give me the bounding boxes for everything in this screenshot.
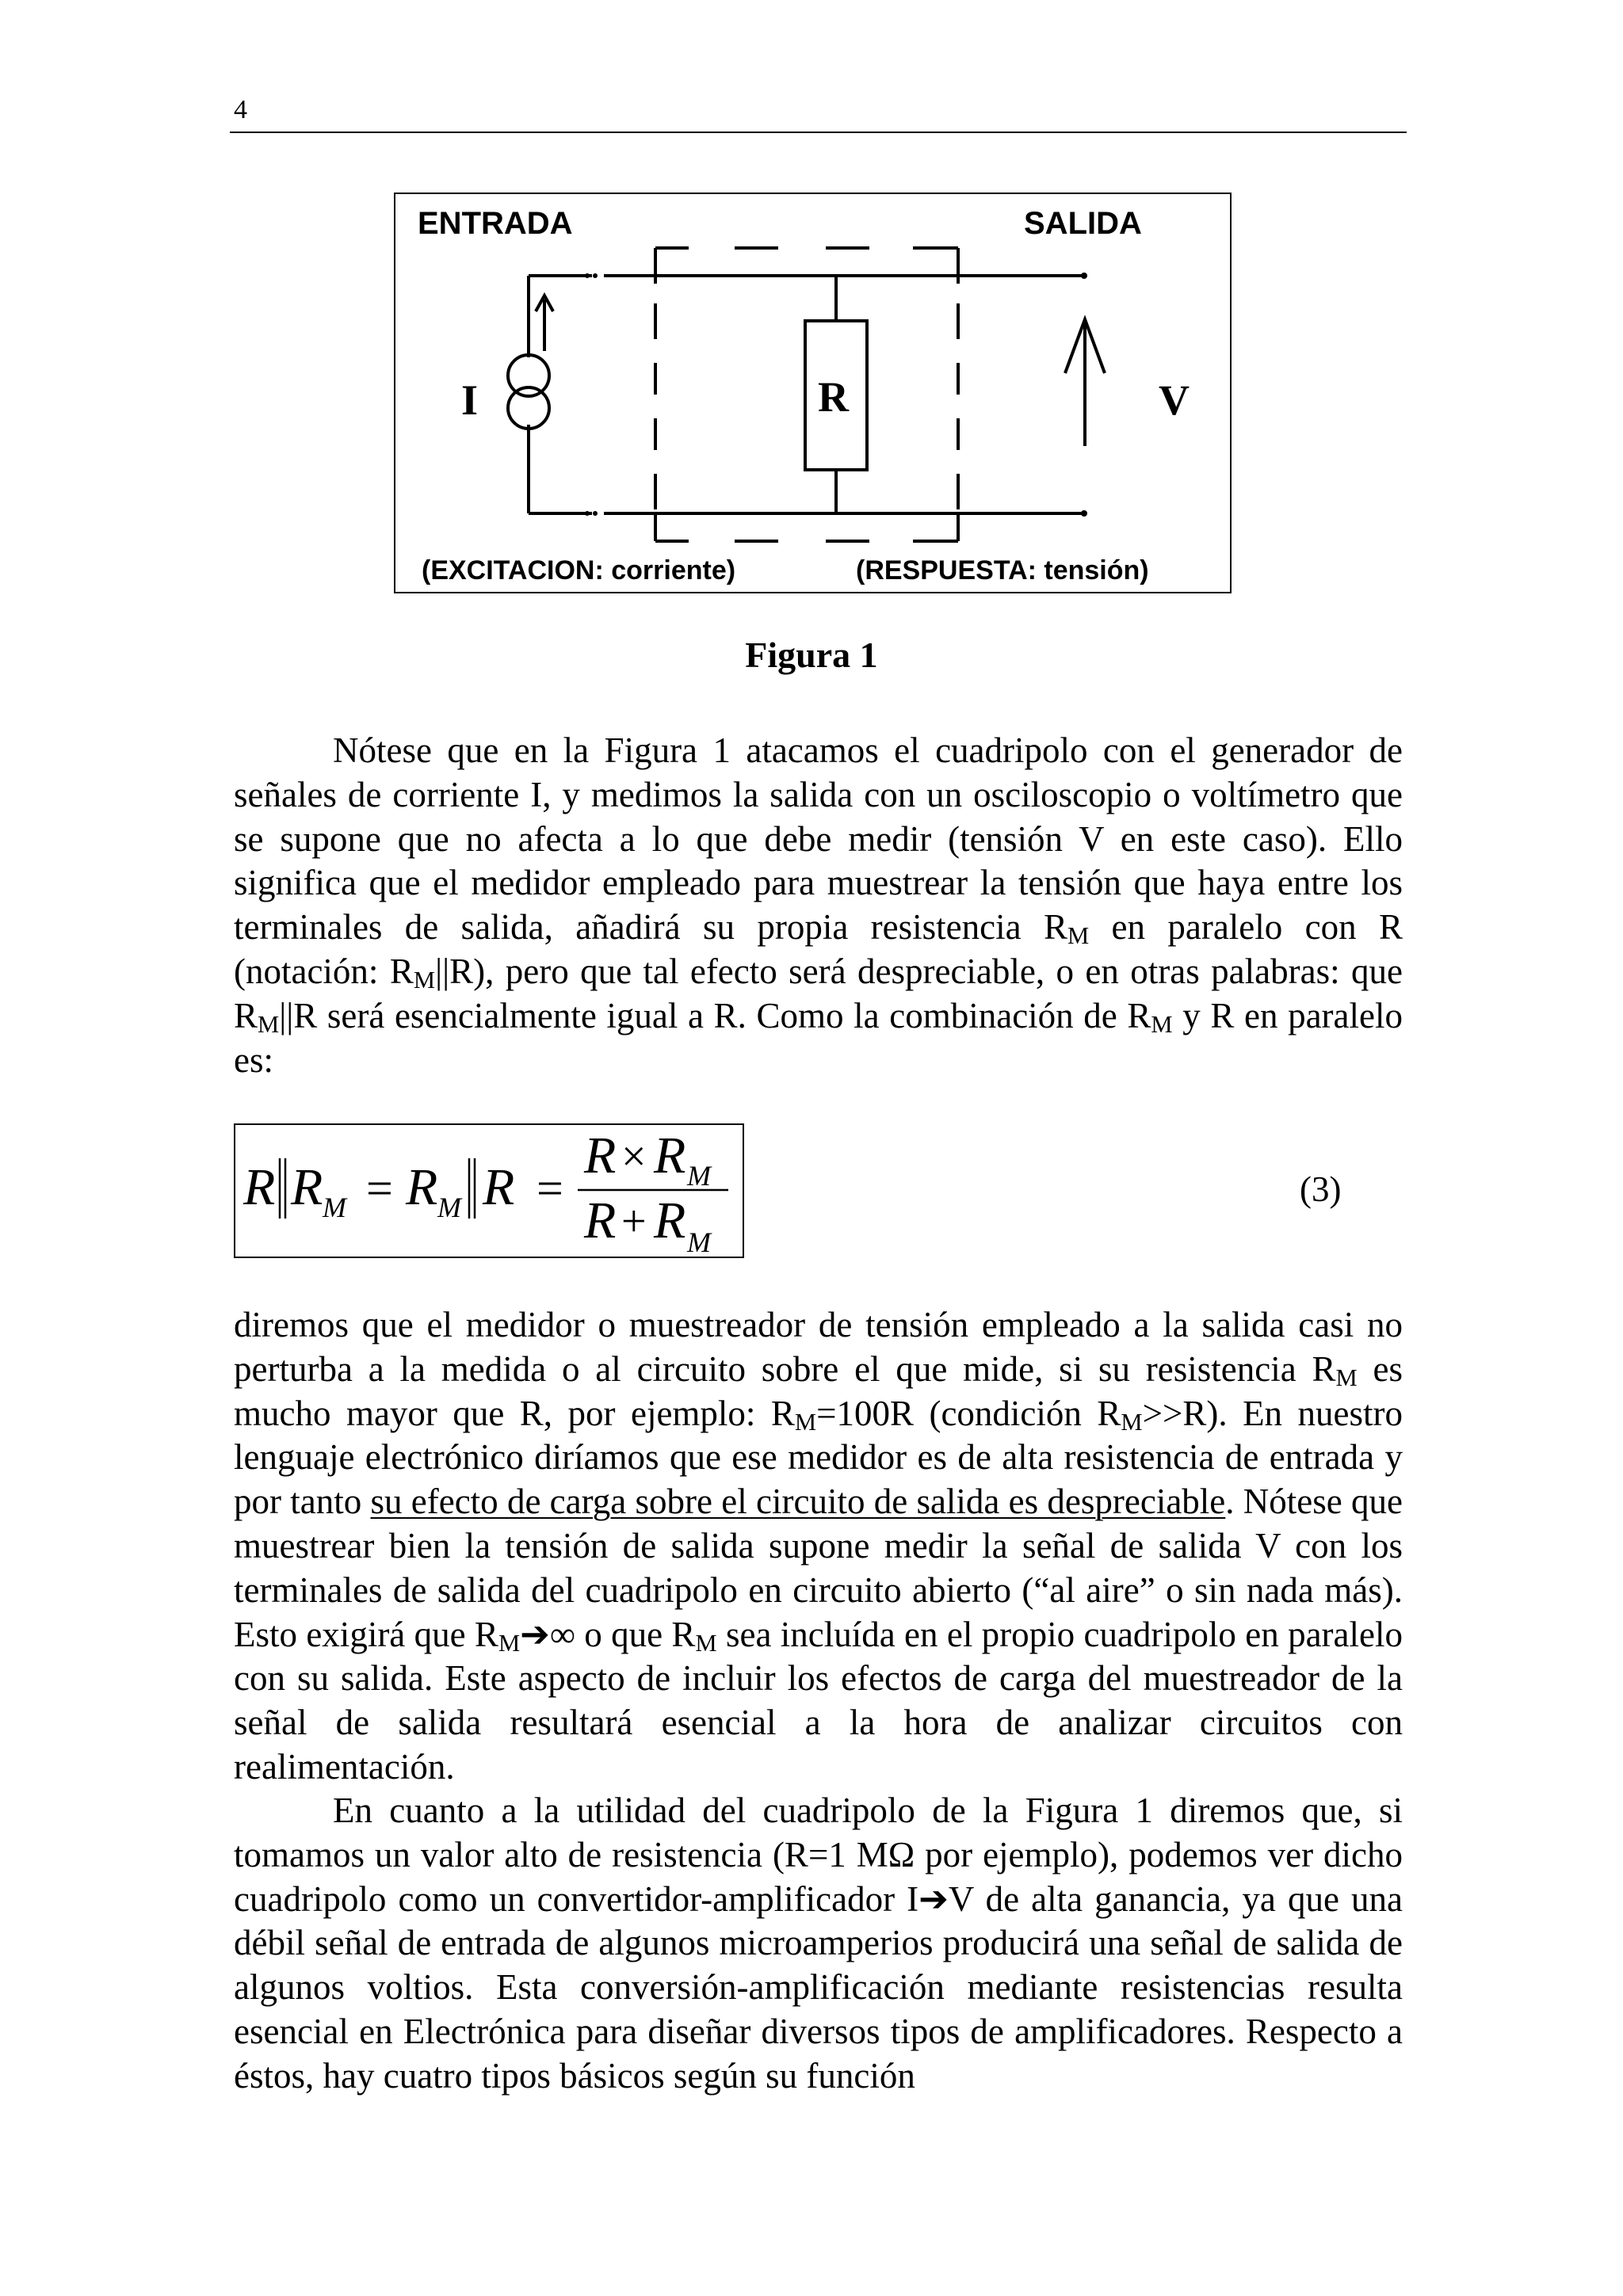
circuit-diagram xyxy=(394,193,1232,593)
equation-formula xyxy=(235,1125,743,1257)
paragraph-2: diremos que el medidor o muestreador de tensión empleado a la salida casi no perturba a la medida o al circuito sobre el que mide, si su resistencia $R_M$ es mucho mayor que R, por ejemplo: $R_M=100R$ (condición $R_M>>R$). En nuestro lenguaje electrónico diríamos que ese medidor es de alta resistencia de entrada y por tanto su efecto de carga sobre el circuito de salida es despreciable. Nótese que muestrear bien la tensión de salida supone medir la señal de salida V con los terminales de salida del cuadripolo en circuito abierto (“al aire” o sin nada más). Esto exigirá que $R_M➔\infty$ o que $R_M$ sea incluída en el propio cuadripolo en paralelo con su salida. Este aspecto de incluir los efectos de carga del muestreador de la señal de salida resultará esencial a la hora de analizar circuitos con realimentación. xyxy=(234,1305,1403,1787)
label-resistor: R xyxy=(818,373,849,421)
eq-den-r: R xyxy=(584,1192,617,1249)
label-current: I xyxy=(461,376,479,424)
eq-r-1: R xyxy=(243,1158,276,1216)
eq-equals-1: = xyxy=(366,1162,393,1215)
header-rule xyxy=(230,132,1407,133)
eq-num-rm: R xyxy=(654,1127,686,1184)
equation-number: (3) xyxy=(1300,1169,1342,1209)
eq-num-sub-m: M xyxy=(687,1160,711,1192)
eq-den-rm: R xyxy=(654,1192,686,1249)
eq-sub-m-1: M xyxy=(323,1192,346,1223)
eq-plus: + xyxy=(621,1197,647,1246)
label-voltage: V xyxy=(1159,376,1190,424)
eq-sub-m-2: M xyxy=(437,1192,461,1223)
paragraph-3: En cuanto a la utilidad del cuadripolo de la Figura 1 diremos que, si tomamos un valor alto de resistencia (R=1 MΩ por ejemplo), podemos ver dicho cuadripolo como un convertidor-amplificador I➔V de alta ganancia, ya que una débil señal de entrada de algunos microamperios producirá una señal de salida de algunos voltios. Esta conversión-amplificación mediante resistencias resulta esencial en Electrónica para diseñar diversos tipos de amplificadores. Respecto a éstos, hay cuatro tipos básicos según su función xyxy=(234,1791,1403,2096)
equation-box xyxy=(234,1123,744,1258)
label-salida: SALIDA xyxy=(1024,206,1142,241)
label-respuesta: (RESPUESTA: tensión) xyxy=(856,555,1149,585)
paragraph-1: Nótese que en la Figura 1 atacamos el cuadripolo con el generador de señales de corriente I, y medimos la salida con un osciloscopio o voltímetro que se supone que no afecta a lo que debe medir (tensión V en este caso). Ello significa que el medidor empleado para muestrear la tensión que haya entre los terminales de salida, añadirá su propia resistencia $R_M$ en paralelo con R (notación: $R_M||R$), pero que tal efecto será despreciable, o en otras palabras: que $R_M||R$ será esencialmente igual a R. Como la combinación de $R_M$ y R en paralelo es: xyxy=(234,730,1403,1080)
eq-num-r: R xyxy=(584,1127,617,1184)
eq-equals-2: = xyxy=(537,1162,563,1215)
eq-r-3: R xyxy=(406,1158,438,1216)
circuit-figure xyxy=(394,193,1232,593)
eq-times: × xyxy=(621,1132,647,1181)
eq-den-sub-m: M xyxy=(687,1226,711,1257)
figure-caption: Figura 1 xyxy=(745,635,878,675)
eq-r-4: R xyxy=(483,1158,515,1216)
label-entrada: ENTRADA xyxy=(418,206,573,241)
page-number: 4 xyxy=(234,95,247,124)
label-excitacion: (EXCITACION: corriente) xyxy=(422,555,736,585)
eq-r-2: R xyxy=(291,1158,323,1216)
underlined-phrase: su efecto de carga sobre el circuito de salida es despreciable xyxy=(370,1482,1226,1522)
